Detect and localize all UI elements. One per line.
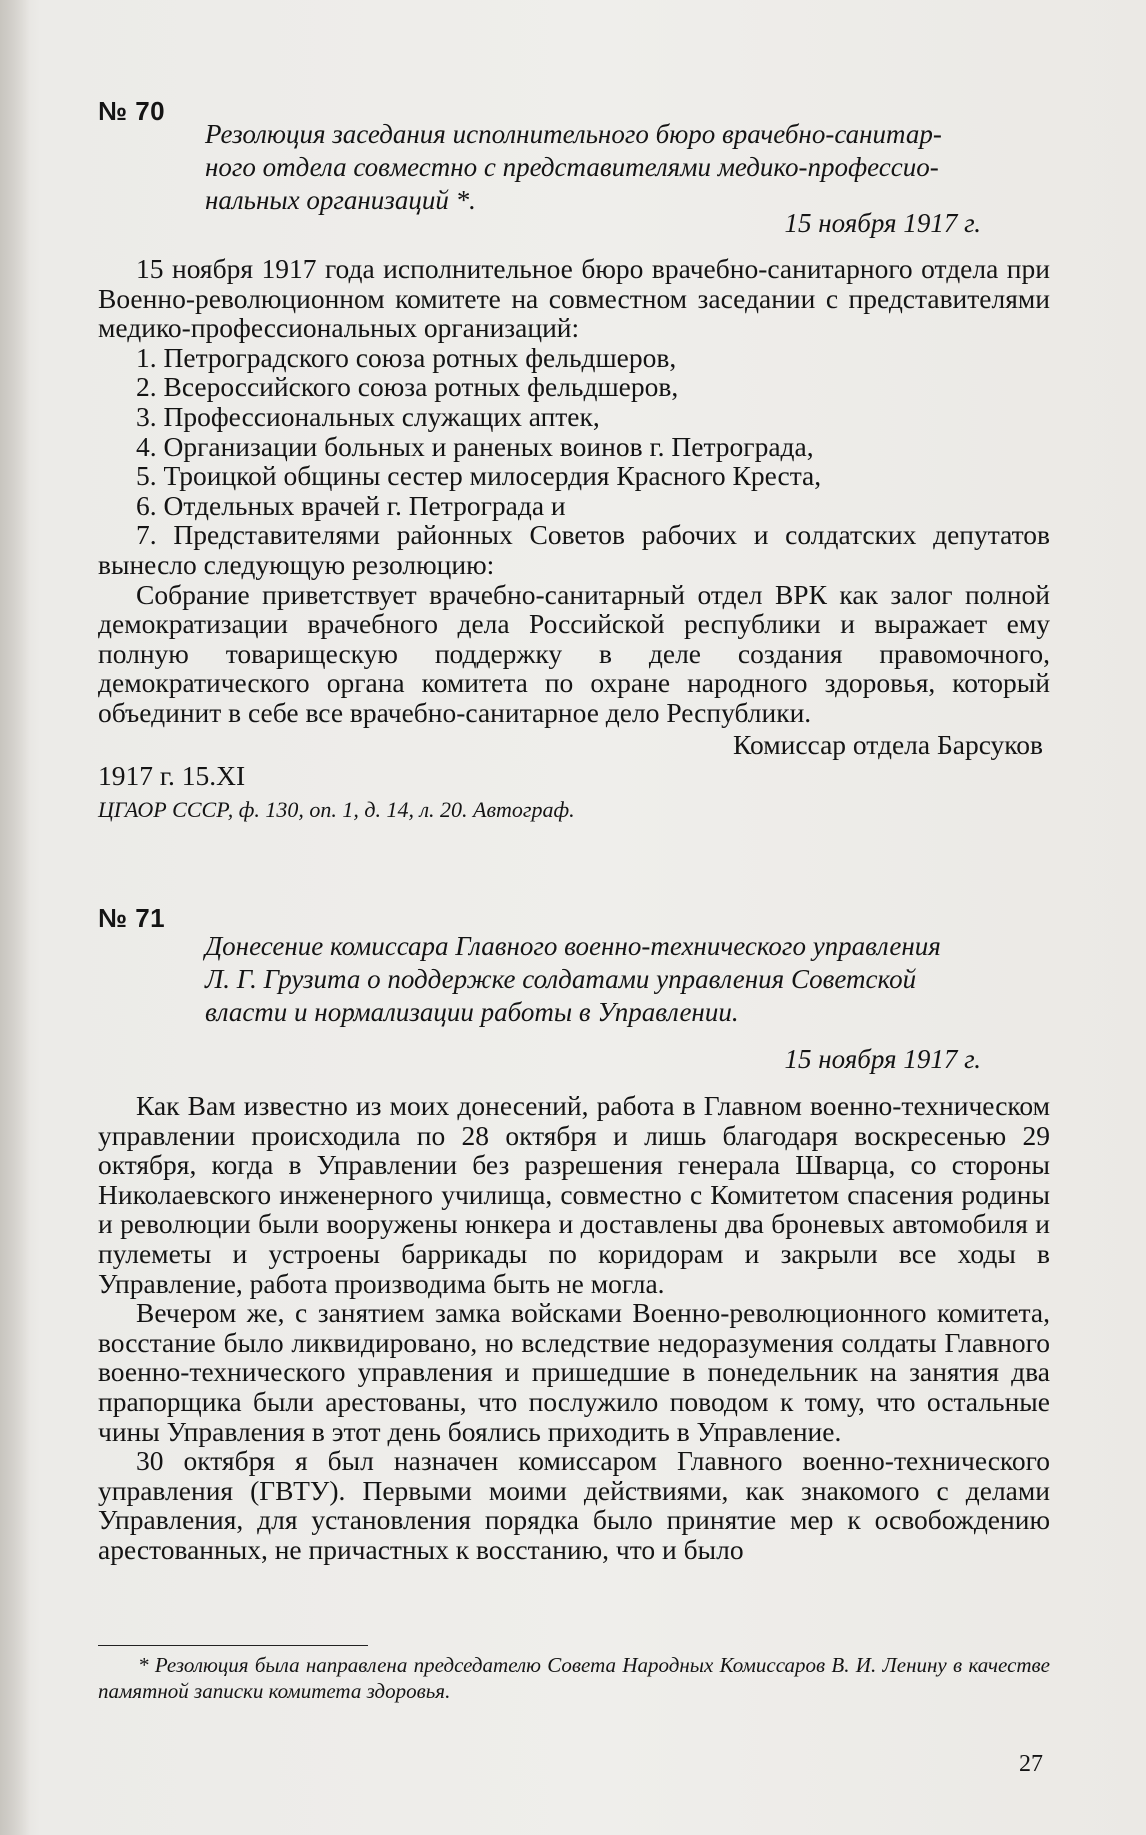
doc71-paragraph: Как Вам известно из моих донесений, работа в Главном военно-техническом управлении происходила по 28 октября и лишь благодаря воскресенью 29 октября, когда в Управлении без разрешения генерала Шварца, со стороны Николаевского инженерного училища, совместно с Комитетом спасения родины и революции были вооружены юнкера и доставлены два броневых автомобиля и пулеметы и устроены баррикады по коридорам и закрыли все ходы в Управление, работа производима быть не могла. [98, 1090, 1050, 1299]
doc71-heading-line1: Донесение комиссара Главного военно-технического управления [205, 931, 941, 961]
doc71-heading-line3: власти и нормализации работы в Управлении. [205, 997, 739, 1027]
doc71-paragraph: Вечером же, с занятием замка войсками Военно-революционного комитета, восстание было ликвидировано, но вследствие недоразумения солдаты Главного военно-технического управления и пришедшие в понедельник на занятия два прапорщика были арестованы, что послужило поводом к тому, что остальные чины Управления в этот день боялись приходить в Управление. [98, 1297, 1050, 1447]
footnote [98, 1652, 1050, 1704]
doc70-item: 6. Отдельных врачей г. Петрограда и [136, 489, 566, 521]
doc70-heading-line1: Резолюция заседания исполнительного бюро врачебно-санитар- [205, 119, 942, 149]
doc70-signature: Комиссар отдела Барсуков [733, 729, 1043, 760]
footnote-divider [98, 1645, 368, 1646]
doc70-item: 5. Троицкой общины сестер милосердия Красного Креста, [136, 460, 822, 492]
doc70-heading-line3: нальных организаций *. [205, 185, 476, 215]
doc71-body [98, 1091, 1050, 1565]
doc71-heading [205, 930, 1053, 1029]
doc70-sign-date: 1917 г. 15.XI [98, 760, 246, 791]
page-number: 27 [1019, 1751, 1043, 1777]
doc70-resolution: Собрание приветствует врачебно-санитарный отдел ВРК как залог полной демократизации врачебного дела Российской республики и выражает ему полную товарищескую поддержку в деле создания правомочного, демократического органа комитета по охране народного здоровья, который объединит в себе все врачебно-санитарное дело Республики. [98, 578, 1050, 728]
doc70-intro: 15 ноября 1917 года исполнительное бюро врачебно-санитарного отдела при Военно-революционном комитете на совместном заседании с представителями медико-профессиональных организаций: [98, 253, 1050, 344]
doc70-archive-reference: ЦГАОР СССР, ф. 130, оп. 1, д. 14, л. 20. Автограф. [98, 797, 575, 822]
doc70-heading [205, 118, 1053, 217]
doc70-item: 1. Петроградского союза ротных фельдшеров, [136, 341, 677, 373]
doc70-number: № 70 [98, 96, 166, 126]
doc70-item: 7. Представителями районных Советов рабочих и солдатских депутатов вынесло следующую резолюцию: [98, 519, 1050, 580]
doc71-date: 15 ноября 1917 г. [784, 1044, 981, 1074]
doc71-heading-line2: Л. Г. Грузита о поддержке солдатами управления Советской [205, 964, 917, 994]
doc70-item: 4. Организации больных и раненых воинов г. Петрограда, [136, 430, 814, 462]
doc71-paragraph: 30 октября я был назначен комиссаром Главного военно-технического управления (ГВТУ). Первыми моими действиями, как знакомого с делами Управления, для установления порядка было принятие мер к освобождению арестованных, не причастных к восстанию, что и было [98, 1445, 1050, 1565]
doc70-item: 3. Профессиональных служащих аптек, [136, 400, 600, 432]
scan-edge-shadow [0, 0, 30, 1835]
footnote-text: * Резолюция была направлена председателю Совета Народных Комиссаров В. И. Ленину в качестве памятной записки комитета здоровья. [98, 1653, 1050, 1703]
doc70-date: 15 ноября 1917 г. [784, 208, 981, 238]
doc70-heading-line2: ного отдела совместно с представителями медико-профессио- [205, 152, 939, 182]
doc70-item: 2. Всероссийского союза ротных фельдшеров, [136, 371, 679, 403]
doc71-number: № 71 [98, 903, 166, 933]
doc70-body [98, 254, 1050, 728]
